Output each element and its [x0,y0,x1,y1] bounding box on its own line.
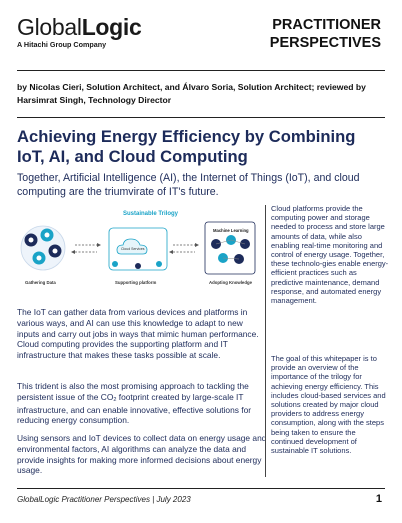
sidebar-paragraph-1: Cloud platforms provide the computing power and storage needed to process and store large amounts of data, while also enabling real-time monitoring and control of energy usage. Together, these technolo-gies enable energy-efficient practices such as predictive maintenance, demand response, and automated energy management. [271,204,389,306]
author-byline: by Nicolas Cieri, Solution Architect, and Álvaro Soria, Solution Architect; reviewed by Harsimrat Singh, Technology Director [17,82,366,105]
series-title [270,16,381,52]
globallogic-logo [17,15,142,49]
caption-adopting-knowledge: Adopting Knowledge [209,280,252,285]
article-subtitle: Together, Artificial Intelligence (AI), the Internet of Things (IoT), and cloud computing are the triumvirate of IT's future. [17,172,360,198]
iot-devices-icon [21,226,65,270]
footer-text: GlobalLogic Practitioner Perspectives | July 2023 [17,495,191,504]
series-title-line1: PRACTITIONER [272,17,381,33]
body-paragraph-2-part-a: This trident is also the most promising approach to tackling the persistent issue of the CO [17,381,249,402]
logo-tagline: A Hitachi Group Company [17,40,107,49]
body-paragraph-2-part-b: footprint created by large-scale IT infrastructure, and can enable innovative, effective solutions for reducing energy consumption. [17,391,252,426]
logo-word-light: Global [17,14,82,40]
body-paragraph-1: The IoT can gather data from various devices and platforms in various ways, and AI can use this knowledge to adapt to new inputs and carry out jobs in ways that mimic human performance. Cloud computing provides the supporting platform and IT infrastructure that makes these tasks possible at scale. [17,307,259,361]
sidebar-paragraph-2: The goal of this whitepaper is to provide an overview of the importance of the trilogy for achieving energy efficiency. This includes cloud-based services and solutions created by major cloud providers to address energy consumption, along with the steps being taken to ensure the continued development of sustainable IT solutions. [271,354,386,456]
data-flow-arrows-right [173,245,195,252]
cloud-services-label: Cloud Services [121,247,145,251]
co2-subscript: 2 [113,397,117,404]
caption-gathering-data: Gathering Data [25,280,56,285]
logo-wordmark [17,15,142,39]
figure-title: Sustainable Trilogy [123,211,179,217]
machine-learning-label: Machine Learning [213,228,249,233]
data-flow-arrows-left [75,245,97,252]
byline-divider [17,117,385,118]
body-paragraph-3: Using sensors and IoT devices to collect data on energy usage and environmental factors, AI algorithms can analyze the data and provide insights for making more informed decisions about energy usage. [17,433,267,476]
logo-word-bold: Logic [81,14,142,40]
sidebar-divider [265,205,266,477]
page-number: 1 [375,493,382,505]
header-divider [17,70,385,71]
article-title: Achieving Energy Efficiency by Combining IoT, AI, and Cloud Computing [17,127,356,166]
trilogy-figure [17,208,257,290]
footer-divider [17,488,385,489]
series-title-line2: PERSPECTIVES [269,35,381,51]
body-paragraph-2 [17,381,267,426]
caption-supporting-platform: Supporting platform [115,280,157,285]
